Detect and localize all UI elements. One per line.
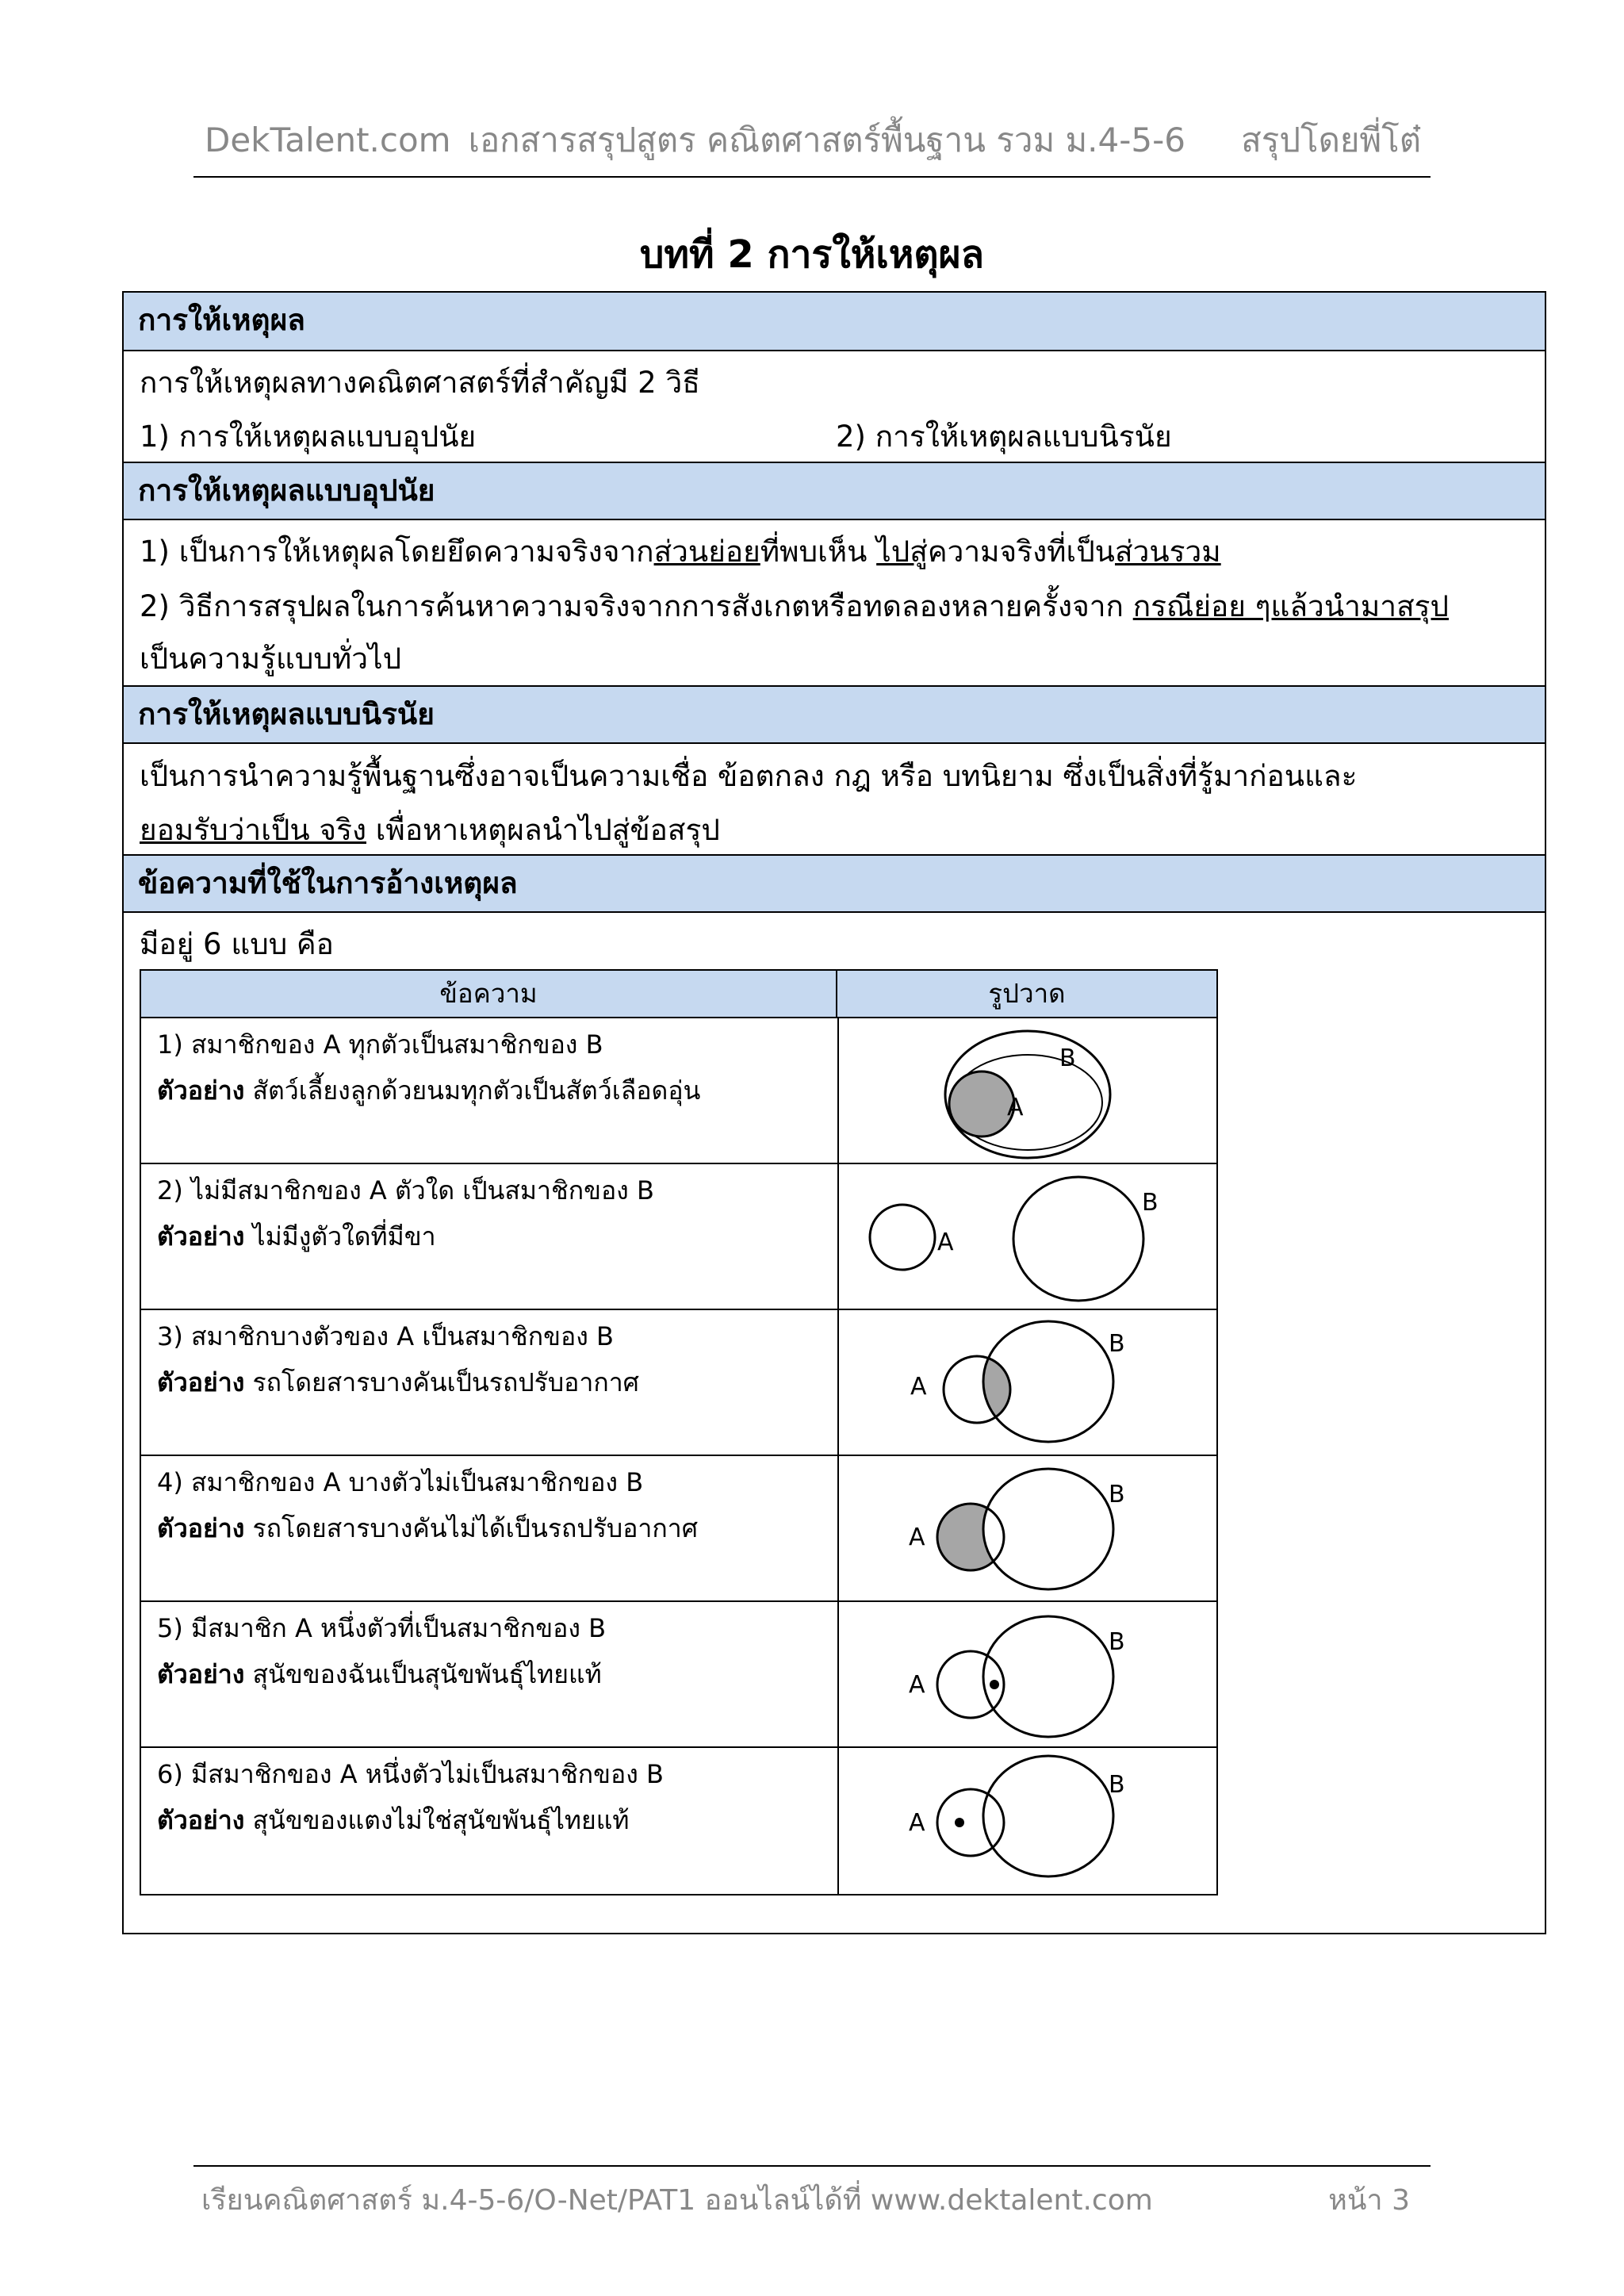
header-doc-title: เอกสารสรุปสูตร คณิตศาสตร์พื้นฐาน รวม ม.4-5-6 bbox=[468, 121, 1186, 159]
member-dot bbox=[990, 1680, 999, 1689]
inductive-underlined: ไปสู่ bbox=[876, 535, 928, 569]
row-example bbox=[157, 1363, 639, 1403]
venn-diagram-some-a-in-b bbox=[839, 1310, 1216, 1456]
deductive-text: เพื่อหาเหตุผลนำไปสู่ข้อสรุป bbox=[366, 813, 720, 847]
section-header-deductive: การให้เหตุผลแบบนิรนัย bbox=[124, 685, 1545, 744]
row-example bbox=[157, 1800, 629, 1841]
example-label: ตัวอย่าง bbox=[157, 1367, 245, 1397]
example-text: รถโดยสารบางคันไม่ได้เป็นรถปรับอากาศ bbox=[244, 1513, 699, 1543]
example-label: ตัวอย่าง bbox=[157, 1805, 245, 1835]
footer-text: เรียนคณิตศาสตร์ ม.4-5-6/O-Net/PAT1 ออนไลน์ได้ที่ www.dektalent.com bbox=[201, 2184, 1153, 2217]
venn-diagram-no-a-in-b bbox=[839, 1164, 1216, 1310]
reasoning-method-2: 2) การให้เหตุผลแบบนิรนัย bbox=[836, 420, 1172, 454]
col-header-diagram: รูปวาด bbox=[837, 971, 1216, 1018]
deductive-underlined: ยอมรับว่าเป็น จริง bbox=[140, 813, 367, 847]
label-b: B bbox=[1109, 1481, 1125, 1508]
example-text: สุนัขของแตงไม่ใช่สุนัขพันธุ์ไทยแท้ bbox=[244, 1805, 630, 1835]
row-statement: 1) สมาชิกของ A ทุกตัวเป็นสมาชิกของ B bbox=[157, 1029, 603, 1060]
inductive-text: ที่พบเห็น bbox=[760, 535, 877, 569]
inductive-text: 2) วิธีการสรุปผลในการค้นหาความจริงจากการสังเกตหรือทดลองหลายครั้งจาก bbox=[140, 589, 1133, 623]
footer-rule bbox=[193, 2165, 1431, 2167]
label-a: A bbox=[937, 1228, 954, 1256]
label-b: B bbox=[1109, 1330, 1125, 1358]
row-example bbox=[157, 1508, 698, 1549]
circle-a bbox=[937, 1789, 1004, 1856]
statements-table bbox=[140, 969, 1218, 1895]
inductive-underlined: ส่วนย่อย bbox=[653, 535, 760, 569]
circle-b bbox=[1013, 1177, 1143, 1301]
section-header-reasoning: การให้เหตุผล bbox=[124, 293, 1545, 351]
section-header-inductive: การให้เหตุผลแบบอุปนัย bbox=[124, 462, 1545, 520]
example-text: สุนัขของฉันเป็นสุนัขพันธุ์ไทยแท้ bbox=[244, 1659, 602, 1689]
label-b: B bbox=[1059, 1045, 1076, 1072]
table-row bbox=[141, 1164, 1216, 1310]
header-left bbox=[205, 114, 1185, 167]
member-dot bbox=[955, 1818, 964, 1827]
header-author: สรุปโดยพี่โต๋ bbox=[1241, 121, 1421, 159]
example-text: รถโดยสารบางคันเป็นรถปรับอากาศ bbox=[244, 1367, 639, 1397]
page-number: หน้า 3 bbox=[1328, 2184, 1410, 2217]
content-box bbox=[122, 291, 1546, 1934]
table-row bbox=[141, 1018, 1216, 1164]
venn-diagram-one-a-in-b bbox=[839, 1602, 1216, 1748]
label-a: A bbox=[909, 1671, 925, 1699]
row-example bbox=[157, 1654, 602, 1695]
label-a: A bbox=[910, 1373, 927, 1401]
section-header-statements: ข้อความที่ใช้ในการอ้างเหตุผล bbox=[124, 854, 1545, 913]
inductive-underlined: ส่วนรวม bbox=[1114, 535, 1221, 569]
inductive-text: 1) เป็นการให้เหตุผลโดยยึดความจริงจาก bbox=[140, 535, 654, 569]
example-label: ตัวอย่าง bbox=[157, 1075, 245, 1106]
page-header bbox=[193, 111, 1431, 178]
example-text: สัตว์เลี้ยงลูกด้วยนมทุกตัวเป็นสัตว์เลือดอุ่น bbox=[244, 1075, 701, 1106]
row-example bbox=[157, 1071, 700, 1111]
inductive-line-1 bbox=[140, 528, 1221, 575]
inductive-text: ความจริงที่เป็น bbox=[927, 535, 1115, 569]
example-label: ตัวอย่าง bbox=[157, 1221, 245, 1251]
deductive-line-1: เป็นการนำความรู้พื้นฐานซึ่งอาจเป็นความเชื่อ ข้อตกลง กฎ หรือ บทนิยาม ซึ่งเป็นสิ่งที่รู้มาก่อนและ bbox=[140, 759, 1358, 793]
row-statement: 2) ไม่มีสมาชิกของ A ตัวใด เป็นสมาชิกของ B bbox=[157, 1175, 654, 1205]
label-b: B bbox=[1142, 1189, 1159, 1217]
reasoning-method-1: 1) การให้เหตุผลแบบอุปนัย bbox=[140, 420, 477, 454]
example-text: ไม่มีงูตัวใดที่มีขา bbox=[244, 1221, 436, 1251]
statements-intro: มีอยู่ 6 แบบ คือ bbox=[140, 927, 334, 961]
label-a: A bbox=[909, 1524, 925, 1551]
label-a: A bbox=[1007, 1094, 1024, 1121]
deductive-line-2 bbox=[140, 807, 720, 853]
inductive-line-2 bbox=[140, 583, 1449, 630]
row-statement: 4) สมาชิกของ A บางตัวไม่เป็นสมาชิกของ B bbox=[157, 1467, 644, 1497]
label-b: B bbox=[1109, 1771, 1125, 1799]
venn-diagram-some-a-not-in-b bbox=[839, 1456, 1216, 1602]
col-header-statement: ข้อความ bbox=[141, 971, 837, 1018]
inductive-line-3: เป็นความรู้แบบทั่วไป bbox=[140, 642, 402, 676]
example-label: ตัวอย่าง bbox=[157, 1659, 245, 1689]
venn-diagram-all-a-in-b bbox=[839, 1018, 1216, 1164]
circle-a bbox=[870, 1205, 935, 1270]
circle-a bbox=[949, 1071, 1014, 1137]
row-statement: 3) สมาชิกบางตัวของ A เป็นสมาชิกของ B bbox=[157, 1321, 614, 1351]
inductive-underlined: กรณีย่อย ๆแล้วนำมาสรุป bbox=[1132, 589, 1450, 623]
example-label: ตัวอย่าง bbox=[157, 1513, 245, 1543]
venn-diagram-one-a-not-in-b bbox=[839, 1748, 1216, 1894]
reasoning-intro: การให้เหตุผลทางคณิตศาสตร์ที่สำคัญมี 2 วิธี bbox=[140, 366, 700, 400]
header-site: DekTalent.com bbox=[205, 121, 451, 159]
row-example bbox=[157, 1217, 436, 1257]
table-row bbox=[141, 1602, 1216, 1748]
chapter-title: บทที่ 2 การให้เหตุผล bbox=[639, 232, 985, 277]
label-a: A bbox=[909, 1809, 925, 1837]
table-row bbox=[141, 1456, 1216, 1602]
table-row bbox=[141, 1310, 1216, 1456]
row-statement: 5) มีสมาชิก A หนึ่งตัวที่เป็นสมาชิกของ B bbox=[157, 1613, 607, 1643]
table-row bbox=[141, 1748, 1216, 1894]
label-b: B bbox=[1109, 1628, 1125, 1656]
row-statement: 6) มีสมาชิกของ A หนึ่งตัวไม่เป็นสมาชิกของ B bbox=[157, 1759, 664, 1789]
